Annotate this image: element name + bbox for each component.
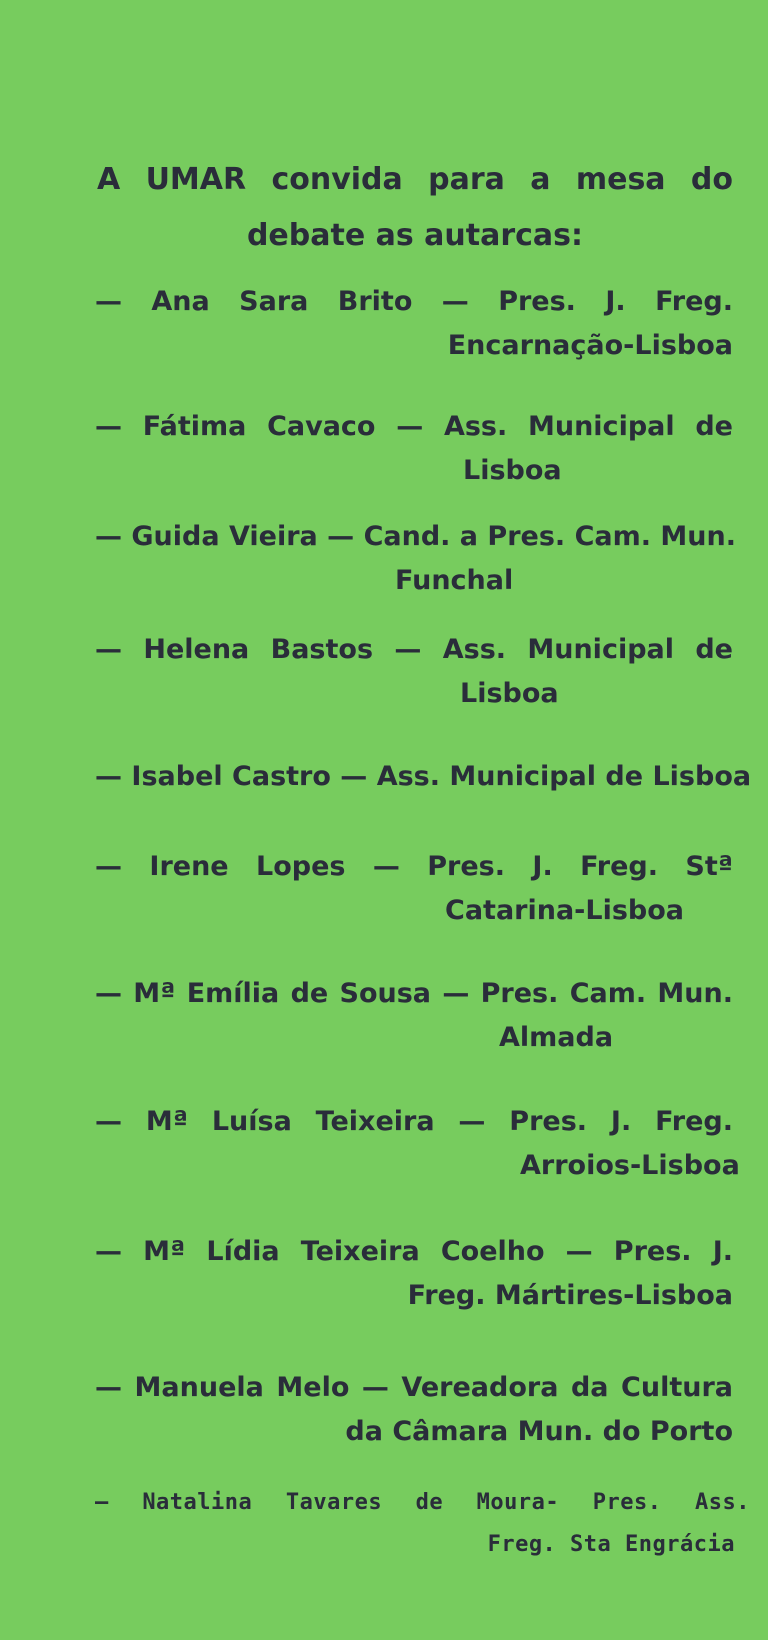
entry-isabel-castro bbox=[95, 755, 752, 799]
entry-manuela-melo bbox=[95, 1366, 733, 1454]
entry-line-2: da Câmara Mun. do Porto bbox=[345, 1416, 733, 1447]
entry-line-1: — Helena Bastos — Ass. Municipal de bbox=[95, 634, 733, 665]
entry-line-1: — Ana Sara Brito — Pres. J. Freg. bbox=[95, 286, 733, 317]
entry-helena-bastos bbox=[95, 628, 733, 716]
entry-line-1: — Guida Vieira — Cand. a Pres. Cam. Mun. bbox=[95, 521, 736, 552]
intro-line-2: debate as autarcas: bbox=[246, 218, 584, 253]
entry-ana-sara-brito bbox=[95, 280, 733, 368]
entry-line-1: — Mª Emília de Sousa — Pres. Cam. Mun. bbox=[95, 978, 733, 1009]
intro-text bbox=[97, 152, 733, 264]
entry-line-2: Arroios-Lisboa bbox=[520, 1150, 740, 1181]
entry-line-1: — Manuela Melo — Vereadora da Cultura bbox=[95, 1372, 733, 1403]
entry-natalina-tavares-de-moura bbox=[95, 1482, 750, 1566]
entry-line-2: Almada bbox=[499, 1022, 614, 1053]
intro-line-1: A UMAR convida para a mesa do bbox=[97, 162, 733, 197]
entry-line-1: — Isabel Castro — Ass. Municipal de Lisboa bbox=[95, 761, 752, 792]
entry-line-2: Freg. Mártires-Lisboa bbox=[407, 1280, 733, 1311]
entry-line-2: Lisboa bbox=[460, 678, 559, 709]
entry-guida-vieira bbox=[95, 515, 736, 603]
entry-lidia-teixeira-coelho bbox=[95, 1230, 733, 1318]
entry-line-2: Encarnação-Lisboa bbox=[447, 330, 733, 361]
entry-line-1: — Natalina Tavares de Moura- Pres. Ass. bbox=[95, 1490, 750, 1515]
entry-fatima-cavaco bbox=[95, 405, 733, 493]
entry-line-2: Lisboa bbox=[463, 455, 562, 486]
entry-line-1: — Mª Luísa Teixeira — Pres. J. Freg. bbox=[95, 1106, 733, 1137]
entry-line-2: Funchal bbox=[395, 565, 514, 596]
entry-line-1: — Irene Lopes — Pres. J. Freg. Stª bbox=[95, 851, 733, 882]
entry-emilia-de-sousa bbox=[95, 972, 733, 1060]
entry-line-2: Catarina-Lisboa bbox=[445, 895, 685, 926]
entry-line-1: — Mª Lídia Teixeira Coelho — Pres. J. bbox=[95, 1236, 733, 1267]
entry-line-1: — Fátima Cavaco — Ass. Municipal de bbox=[95, 411, 733, 442]
entry-line-2: Freg. Sta Engrácia bbox=[487, 1532, 735, 1557]
entry-irene-lopes bbox=[95, 845, 733, 933]
entry-luisa-teixeira bbox=[95, 1100, 740, 1188]
